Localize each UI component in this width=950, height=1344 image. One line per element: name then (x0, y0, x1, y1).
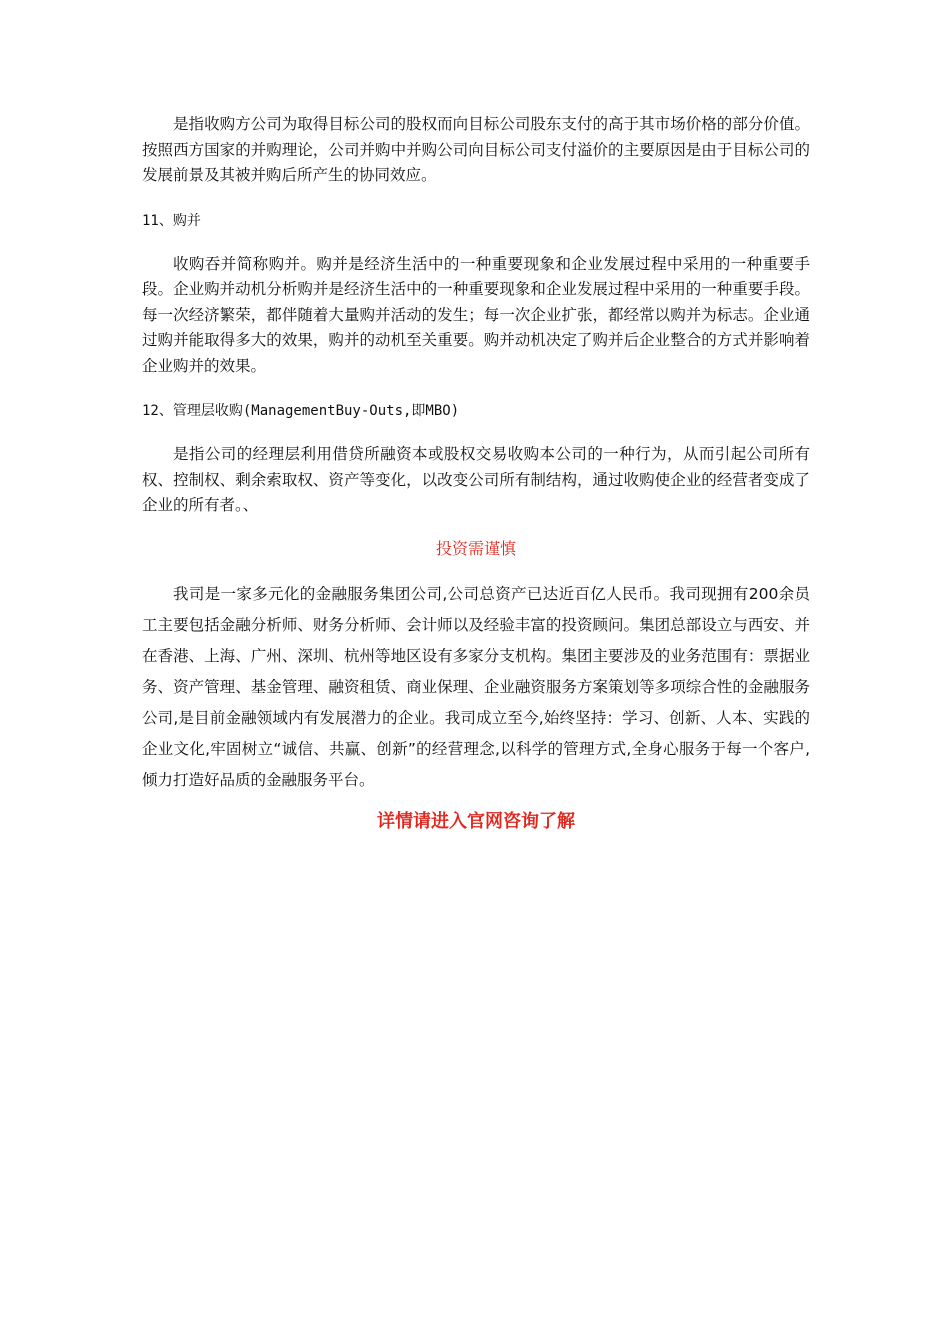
company-intro-paragraph: 我司是一家多元化的金融服务集团公司,公司总资产已达近百亿人民币。我司现拥有200余员工主要包括金融分析师、财务分析师、会计师以及经验丰富的投资顾问。集团总部设立与西安、并在香港、上海、广州、深圳、杭州等地区设有多家分支机构。集团主要涉及的业务范围有：票据业务、资产管理、基金管理、融资租赁、商业保理、企业融资服务方案策划等多项综合性的金融服务公司,是目前金融领域内有发展潜力的企业。我司成立至今,始终坚持：学习、创新、人本、实践的企业文化,牢固树立“诚信、共赢、创新”的经营理念,以科学的管理方式,全身心服务于每一个客户,倾力打造好品质的金融服务平台。 (142, 584, 810, 789)
merger-definition-paragraph: 收购吞并简称购并。购并是经济生活中的一种重要现象和企业发展过程中采用的一种重要手段。企业购并动机分析购并是经济生活中的一种重要现象和企业发展过程中采用的一种重要手段。每一次经济繁荣，都伴随着大量购并活动的发生；每一次企业扩张，都经常以购并为标志。企业通过购并能取得多大的效果，购并的动机至关重要。购并动机决定了购并后企业整合的方式并影响着企业购并的效果。 (142, 254, 810, 375)
mbo-definition-paragraph: 是指公司的经理层利用借贷所融资本或股权交易收购本公司的一种行为，从而引起公司所有权、控制权、剩余索取权、资产等变化，以改变公司所有制结构，通过收购使企业的经营者变成了企业的所有者。、 (142, 445, 810, 514)
premium-definition-paragraph: 是指收购方公司为取得目标公司的股权而向目标公司股东支付的高于其市场价格的部分价值。按照西方国家的并购理论，公司并购中并购公司向目标公司支付溢价的主要原因是由于目标公司的发展前景及其被并购后所产生的协同效应。 (142, 115, 810, 184)
document-page (142, 112, 810, 836)
section-heading-11: 11、购并 (142, 212, 201, 229)
section-heading-12: 12、管理层收购(ManagementBuy-Outs,即MBO) (142, 403, 460, 419)
official-site-cta: 详情请进入官网咨询了解 (377, 810, 575, 832)
investment-warning-title: 投资需谨慎 (435, 538, 516, 558)
